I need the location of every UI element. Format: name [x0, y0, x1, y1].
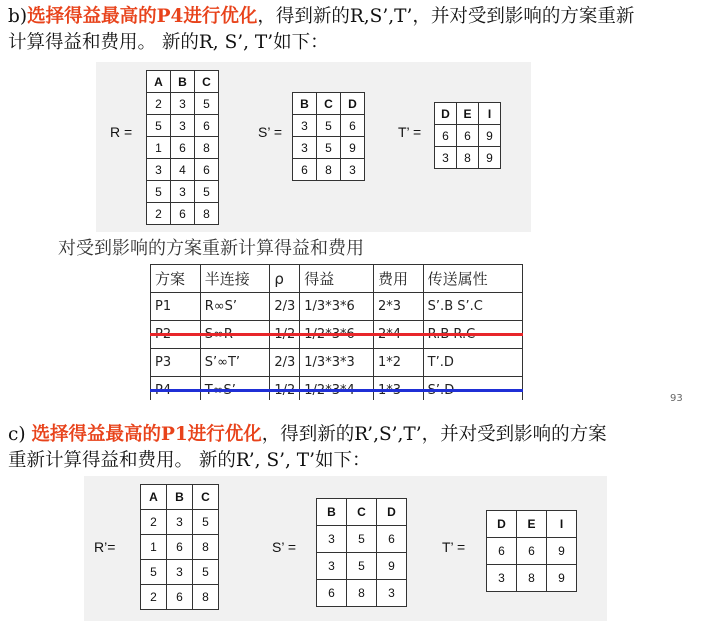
section-b-relations-panel — [96, 62, 531, 232]
table-row — [435, 147, 501, 169]
relation-s-label: S’ = — [258, 124, 282, 140]
table-cell: 8 — [347, 580, 377, 607]
table-cell: 9 — [479, 147, 501, 169]
table-cell: 9 — [547, 538, 577, 565]
table-cell: 8 — [195, 137, 219, 159]
column-header: D — [435, 103, 457, 125]
table-cell: 3 — [377, 580, 407, 607]
table-row — [141, 510, 219, 535]
col-header-attrs: 传送属性 — [423, 265, 522, 293]
table-cell: 5 — [193, 560, 219, 585]
table-cell: 9 — [547, 565, 577, 592]
table-cell: 6 — [517, 538, 547, 565]
section-b-prefix: b) — [8, 6, 28, 27]
column-header: B — [293, 93, 317, 115]
column-header: C — [193, 485, 219, 510]
column-header: A — [147, 71, 171, 93]
table-cell: 6 — [435, 125, 457, 147]
relation-t-table — [434, 102, 501, 169]
table-row — [147, 115, 219, 137]
table-cell: 2 — [141, 585, 167, 610]
table-row — [293, 137, 365, 159]
col-header-plan: 方案 — [151, 265, 201, 293]
table-cell: 5 — [317, 137, 341, 159]
table-cell: 9 — [377, 553, 407, 580]
table-cell: 5 — [193, 510, 219, 535]
table-cell: 3 — [171, 115, 195, 137]
table-cell: 3 — [293, 115, 317, 137]
table-cell: 6 — [377, 526, 407, 553]
table-cell: 5 — [317, 115, 341, 137]
column-header: E — [517, 511, 547, 538]
table-row — [141, 560, 219, 585]
column-header: B — [171, 71, 195, 93]
relation-r-prime-table — [140, 484, 219, 610]
relation-s-table — [292, 92, 365, 181]
section-c-highlight: 选择得益最高的P1进行优化 — [31, 424, 262, 445]
table-cell: 1*2 — [373, 349, 423, 377]
col-header-semijoin: 半连接 — [200, 265, 270, 293]
section-b-heading — [8, 4, 634, 30]
table-row — [317, 526, 407, 553]
table-cell: 9 — [341, 137, 365, 159]
table-cell: 6 — [167, 535, 193, 560]
table-cell: P1 — [151, 293, 201, 321]
column-header: C — [347, 499, 377, 526]
table-cell: 1 — [141, 535, 167, 560]
table-cell: 3 — [341, 159, 365, 181]
table-row — [317, 580, 407, 607]
section-b-heading-rest: ，得到新的R,S’,T’，并对受到影响的方案重新 — [257, 6, 635, 27]
table-row — [293, 159, 365, 181]
table-row — [141, 585, 219, 610]
table-cell: 5 — [147, 115, 171, 137]
table-row — [151, 293, 523, 321]
relation-r-label: R = — [110, 124, 133, 140]
relation-t-prime-label: T’ = — [442, 539, 466, 555]
table-row — [435, 125, 501, 147]
table-cell: 3 — [317, 553, 347, 580]
table-cell: 3 — [171, 93, 195, 115]
strike-line-p2 — [150, 333, 523, 336]
table-cell: 3 — [317, 526, 347, 553]
strike-line-p4 — [150, 389, 523, 392]
table-cell: 2/3 — [270, 349, 300, 377]
table-cell: P3 — [151, 349, 201, 377]
section-b-highlight: 选择得益最高的P4进行优化 — [27, 6, 258, 27]
table-row — [147, 203, 219, 225]
recalc-table — [150, 264, 523, 400]
table-cell: 3 — [167, 510, 193, 535]
column-header: E — [457, 103, 479, 125]
table-cell: 1 — [147, 137, 171, 159]
table-cell: 6 — [171, 203, 195, 225]
table-cell: 3 — [167, 560, 193, 585]
table-cell: 5 — [195, 93, 219, 115]
column-header: D — [487, 511, 517, 538]
table-cell: 6 — [171, 137, 195, 159]
table-cell: 5 — [141, 560, 167, 585]
table-cell: 8 — [193, 535, 219, 560]
table-cell: 3 — [293, 137, 317, 159]
column-header: C — [317, 93, 341, 115]
table-row — [151, 349, 523, 377]
table-cell: 9 — [479, 125, 501, 147]
column-header: D — [341, 93, 365, 115]
recalc-title: 对受到影响的方案重新计算得益和费用 — [58, 238, 364, 259]
table-cell: 5 — [195, 181, 219, 203]
table-cell: 3 — [171, 181, 195, 203]
table-cell: 6 — [317, 580, 347, 607]
column-header: A — [141, 485, 167, 510]
table-cell: 3 — [435, 147, 457, 169]
table-cell: 2 — [141, 510, 167, 535]
table-cell: S’∞T’ — [200, 349, 270, 377]
table-cell: 5 — [147, 181, 171, 203]
column-header: C — [195, 71, 219, 93]
relation-s-prime-label: S’ = — [272, 539, 296, 555]
table-cell: 2 — [147, 203, 171, 225]
table-cell: R∞S’ — [200, 293, 270, 321]
table-cell: 8 — [457, 147, 479, 169]
col-header-benefit: 得益 — [300, 265, 374, 293]
relation-t-prime-table — [486, 510, 577, 592]
table-row — [147, 93, 219, 115]
table-cell: 2 — [147, 93, 171, 115]
table-cell: 8 — [195, 203, 219, 225]
table-cell: T’.D — [423, 349, 522, 377]
table-cell: 6 — [487, 538, 517, 565]
relation-r-table — [146, 70, 219, 225]
table-row — [147, 137, 219, 159]
column-header: B — [317, 499, 347, 526]
column-header: I — [479, 103, 501, 125]
table-cell: 6 — [293, 159, 317, 181]
section-c-heading — [8, 422, 607, 448]
table-row — [487, 565, 577, 592]
table-cell: 6 — [457, 125, 479, 147]
table-cell: S’.B S’.C — [423, 293, 522, 321]
table-cell: 6 — [195, 159, 219, 181]
page-number: 93 — [670, 393, 683, 404]
col-header-rho: ρ — [270, 265, 300, 293]
table-row — [293, 115, 365, 137]
section-c-heading-rest: ，得到新的R’,S’,T’，并对受到影响的方案 — [261, 424, 607, 445]
section-c-prefix: c) — [8, 424, 32, 445]
table-cell: 6 — [195, 115, 219, 137]
table-cell: 1/3*3*6 — [300, 293, 374, 321]
table-row — [147, 181, 219, 203]
table-cell: 6 — [167, 585, 193, 610]
column-header: I — [547, 511, 577, 538]
column-header: B — [167, 485, 193, 510]
table-cell: 1/3*3*3 — [300, 349, 374, 377]
relation-r-prime-label: R’= — [94, 539, 116, 555]
table-row — [317, 553, 407, 580]
table-cell: 8 — [193, 585, 219, 610]
table-cell: 4 — [171, 159, 195, 181]
col-header-cost: 费用 — [373, 265, 423, 293]
section-c-relations-panel — [84, 476, 607, 621]
table-cell: 8 — [517, 565, 547, 592]
section-c-heading-line2: 重新计算得益和费用。 新的R’, S’, T’如下： — [8, 450, 371, 471]
column-header: D — [377, 499, 407, 526]
table-cell: 3 — [147, 159, 171, 181]
table-cell: 6 — [341, 115, 365, 137]
table-cell: 2/3 — [270, 293, 300, 321]
table-cell: 8 — [317, 159, 341, 181]
section-b-heading-line2: 计算得益和费用。 新的R, S’, T’如下： — [8, 32, 329, 53]
relation-s-prime-table — [316, 498, 407, 607]
table-row — [147, 159, 219, 181]
table-cell: 5 — [347, 526, 377, 553]
table-cell: 3 — [487, 565, 517, 592]
table-row — [487, 538, 577, 565]
table-row — [141, 535, 219, 560]
table-cell: 2*3 — [373, 293, 423, 321]
table-cell: 5 — [347, 553, 377, 580]
relation-t-label: T’ = — [398, 124, 422, 140]
recalc-table-wrap — [150, 264, 523, 400]
